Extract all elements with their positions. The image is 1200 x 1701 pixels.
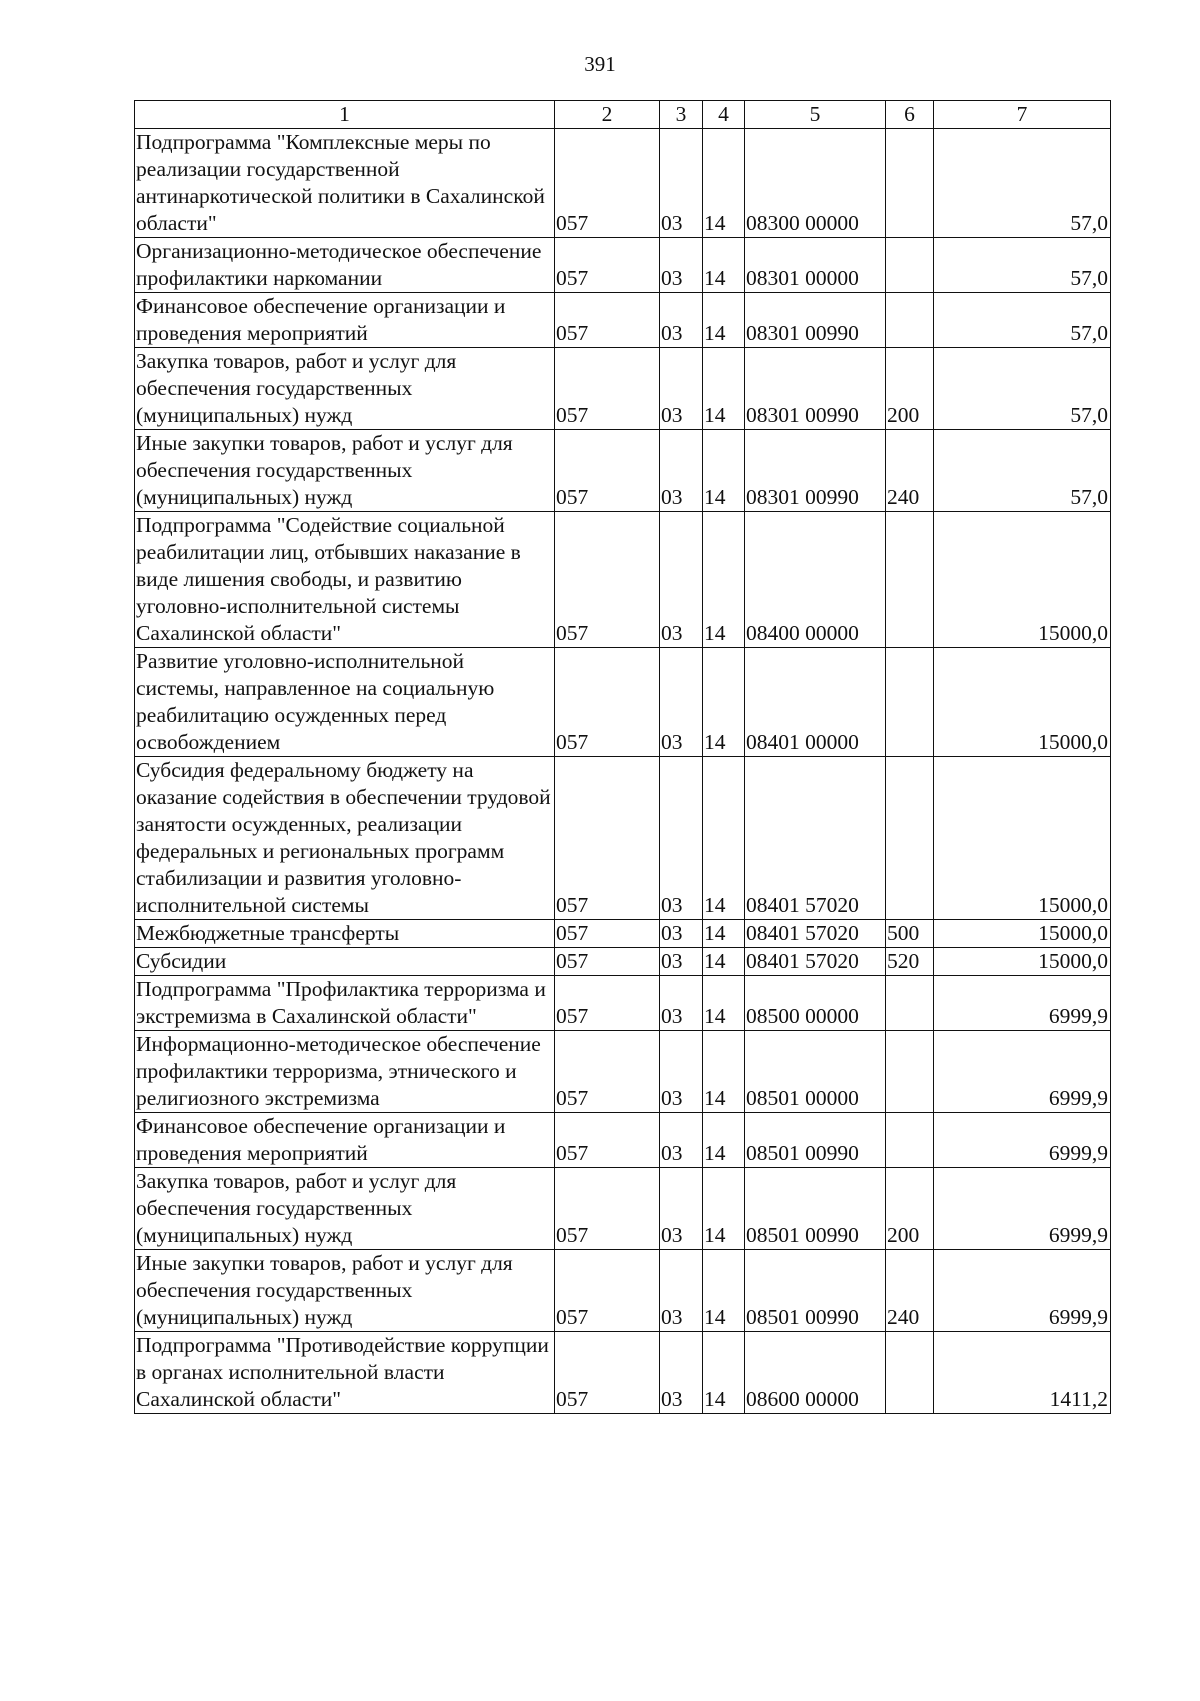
ministry-code: 057 [555, 293, 660, 348]
amount: 6999,9 [934, 1168, 1111, 1250]
section-code: 03 [660, 948, 703, 976]
expense-type-code [886, 1113, 934, 1168]
table-row [135, 948, 1111, 976]
page-number: 391 [584, 52, 616, 76]
amount: 15000,0 [934, 948, 1111, 976]
column-header-7: 7 [934, 101, 1111, 129]
row-name: Иные закупки товаров, работ и услуг для обеспечения государственных (муниципальных) нужд [135, 1250, 555, 1332]
row-name: Межбюджетные трансферты [135, 920, 555, 948]
table-row [135, 1168, 1111, 1250]
expense-type-code: 240 [886, 430, 934, 512]
target-article-code: 08501 00000 [745, 1031, 886, 1113]
ministry-code: 057 [555, 757, 660, 920]
ministry-code: 057 [555, 920, 660, 948]
row-name: Иные закупки товаров, работ и услуг для обеспечения государственных (муниципальных) нужд [135, 430, 555, 512]
section-code: 03 [660, 1031, 703, 1113]
row-name: Финансовое обеспечение организации и проведения мероприятий [135, 1113, 555, 1168]
expense-type-code: 200 [886, 1168, 934, 1250]
budget-table [134, 100, 1111, 1414]
table-row [135, 1113, 1111, 1168]
subsection-code: 14 [703, 238, 745, 293]
target-article-code: 08301 00990 [745, 293, 886, 348]
table-row [135, 348, 1111, 430]
amount: 57,0 [934, 293, 1111, 348]
row-name: Субсидии [135, 948, 555, 976]
ministry-code: 057 [555, 948, 660, 976]
column-header-1: 1 [135, 101, 555, 129]
table-row [135, 238, 1111, 293]
section-code: 03 [660, 430, 703, 512]
subsection-code: 14 [703, 348, 745, 430]
column-header-3: 3 [660, 101, 703, 129]
expense-type-code [886, 757, 934, 920]
target-article-code: 08300 00000 [745, 129, 886, 238]
subsection-code: 14 [703, 976, 745, 1031]
ministry-code: 057 [555, 1113, 660, 1168]
ministry-code: 057 [555, 1250, 660, 1332]
section-code: 03 [660, 1113, 703, 1168]
section-code: 03 [660, 293, 703, 348]
ministry-code: 057 [555, 1168, 660, 1250]
subsection-code: 14 [703, 430, 745, 512]
amount: 15000,0 [934, 757, 1111, 920]
amount: 57,0 [934, 129, 1111, 238]
expense-type-code [886, 238, 934, 293]
subsection-code: 14 [703, 512, 745, 648]
section-code: 03 [660, 129, 703, 238]
row-name: Подпрограмма "Комплексные меры по реализации государственной антинаркотической политики в Сахалинской области" [135, 129, 555, 238]
section-code: 03 [660, 648, 703, 757]
row-name: Субсидия федеральному бюджету на оказание содействия в обеспечении трудовой занятости осужденных, реализации федеральных и региональных программ стабилизации и развития уголовно-исполнительной системы [135, 757, 555, 920]
expense-type-code [886, 648, 934, 757]
amount: 57,0 [934, 348, 1111, 430]
target-article-code: 08401 57020 [745, 920, 886, 948]
row-name: Подпрограмма "Профилактика терроризма и экстремизма в Сахалинской области" [135, 976, 555, 1031]
row-name: Подпрограмма "Содействие социальной реабилитации лиц, отбывших наказание в виде лишения свободы, и развитию уголовно-исполнительной системы Сахалинской области" [135, 512, 555, 648]
column-header-6: 6 [886, 101, 934, 129]
expense-type-code [886, 512, 934, 648]
amount: 6999,9 [934, 976, 1111, 1031]
table-row [135, 976, 1111, 1031]
ministry-code: 057 [555, 348, 660, 430]
section-code: 03 [660, 238, 703, 293]
ministry-code: 057 [555, 976, 660, 1031]
section-code: 03 [660, 976, 703, 1031]
ministry-code: 057 [555, 1031, 660, 1113]
expense-type-code: 500 [886, 920, 934, 948]
amount: 6999,9 [934, 1113, 1111, 1168]
table-row [135, 1250, 1111, 1332]
target-article-code: 08301 00990 [745, 430, 886, 512]
target-article-code: 08501 00990 [745, 1113, 886, 1168]
table-row [135, 129, 1111, 238]
table-header-row [135, 101, 1111, 129]
subsection-code: 14 [703, 129, 745, 238]
table-row [135, 430, 1111, 512]
subsection-code: 14 [703, 1250, 745, 1332]
section-code: 03 [660, 1168, 703, 1250]
target-article-code: 08401 57020 [745, 757, 886, 920]
row-name: Развитие уголовно-исполнительной системы, направленное на социальную реабилитацию осужденных перед освобождением [135, 648, 555, 757]
amount: 15000,0 [934, 648, 1111, 757]
ministry-code: 057 [555, 129, 660, 238]
row-name: Информационно-методическое обеспечение профилактики терроризма, этнического и религиозного экстремизма [135, 1031, 555, 1113]
column-header-4: 4 [703, 101, 745, 129]
column-header-2: 2 [555, 101, 660, 129]
target-article-code: 08501 00990 [745, 1250, 886, 1332]
section-code: 03 [660, 920, 703, 948]
target-article-code: 08401 00000 [745, 648, 886, 757]
ministry-code: 057 [555, 648, 660, 757]
column-header-5: 5 [745, 101, 886, 129]
expense-type-code: 200 [886, 348, 934, 430]
section-code: 03 [660, 757, 703, 920]
subsection-code: 14 [703, 1113, 745, 1168]
ministry-code: 057 [555, 430, 660, 512]
row-name: Подпрограмма "Противодействие коррупции в органах исполнительной власти Сахалинской области" [135, 1332, 555, 1414]
expense-type-code: 240 [886, 1250, 934, 1332]
amount: 15000,0 [934, 920, 1111, 948]
subsection-code: 14 [703, 293, 745, 348]
amount: 6999,9 [934, 1250, 1111, 1332]
table-row [135, 920, 1111, 948]
subsection-code: 14 [703, 920, 745, 948]
expense-type-code: 520 [886, 948, 934, 976]
subsection-code: 14 [703, 1168, 745, 1250]
table-row [135, 648, 1111, 757]
expense-type-code [886, 976, 934, 1031]
ministry-code: 057 [555, 1332, 660, 1414]
target-article-code: 08501 00990 [745, 1168, 886, 1250]
target-article-code: 08401 57020 [745, 948, 886, 976]
amount: 6999,9 [934, 1031, 1111, 1113]
subsection-code: 14 [703, 1332, 745, 1414]
section-code: 03 [660, 348, 703, 430]
target-article-code: 08400 00000 [745, 512, 886, 648]
expense-type-code [886, 293, 934, 348]
ministry-code: 057 [555, 238, 660, 293]
target-article-code: 08500 00000 [745, 976, 886, 1031]
row-name: Закупка товаров, работ и услуг для обеспечения государственных (муниципальных) нужд [135, 348, 555, 430]
table-row [135, 293, 1111, 348]
table-row [135, 757, 1111, 920]
section-code: 03 [660, 1250, 703, 1332]
subsection-code: 14 [703, 757, 745, 920]
amount: 1411,2 [934, 1332, 1111, 1414]
amount: 15000,0 [934, 512, 1111, 648]
subsection-code: 14 [703, 1031, 745, 1113]
amount: 57,0 [934, 430, 1111, 512]
expense-type-code [886, 1332, 934, 1414]
row-name: Организационно-методическое обеспечение профилактики наркомании [135, 238, 555, 293]
row-name: Закупка товаров, работ и услуг для обеспечения государственных (муниципальных) нужд [135, 1168, 555, 1250]
expense-type-code [886, 1031, 934, 1113]
row-name: Финансовое обеспечение организации и проведения мероприятий [135, 293, 555, 348]
expense-type-code [886, 129, 934, 238]
section-code: 03 [660, 512, 703, 648]
amount: 57,0 [934, 238, 1111, 293]
target-article-code: 08600 00000 [745, 1332, 886, 1414]
subsection-code: 14 [703, 648, 745, 757]
ministry-code: 057 [555, 512, 660, 648]
target-article-code: 08301 00000 [745, 238, 886, 293]
subsection-code: 14 [703, 948, 745, 976]
section-code: 03 [660, 1332, 703, 1414]
table-row [135, 512, 1111, 648]
target-article-code: 08301 00990 [745, 348, 886, 430]
table-row [135, 1031, 1111, 1113]
table-row [135, 1332, 1111, 1414]
